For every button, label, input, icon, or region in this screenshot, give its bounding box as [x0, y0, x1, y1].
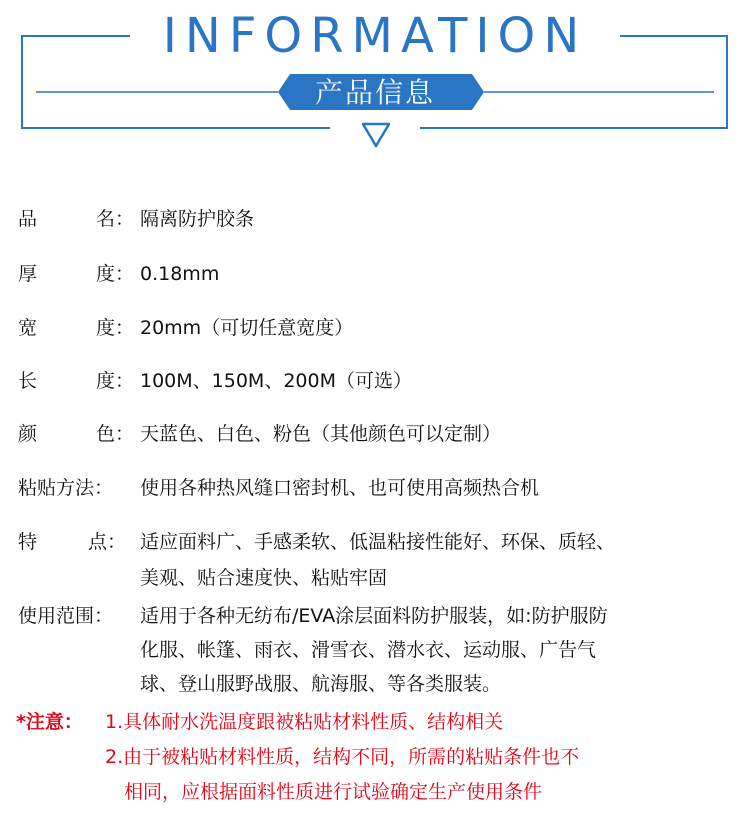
page-title: INFORMATION [162, 8, 588, 64]
spec-value: 20mm（可切任意宽度） [140, 317, 354, 339]
spec-label: 使用范围： [18, 605, 114, 627]
spec-label: 度： [96, 263, 135, 285]
notice-line: 2.由于被粘贴材料性质，结构不同，所需的粘贴条件也不 [105, 746, 580, 768]
page-subtitle: 产品信息 [314, 76, 435, 109]
spec-value: 100M、150M、200M（可选） [140, 370, 412, 392]
spec-value: 化服、帐篷、雨衣、滑雪衣、潜水衣、运动服、广告气 [140, 639, 597, 661]
spec-label: 宽 [18, 317, 38, 339]
spec-value: 天蓝色、白色、粉色（其他颜色可以定制） [140, 423, 502, 445]
spec-label: 厚 [18, 263, 38, 285]
spec-value: 隔离防护胶条 [140, 208, 255, 230]
spec-label: 粘贴方法： [18, 477, 114, 499]
spec-label: 品 [18, 208, 38, 230]
spec-label: 特 [18, 531, 38, 553]
spec-label: 度： [96, 370, 135, 392]
spec-value: 球、登山服野战服、航海服、等各类服装。 [140, 673, 502, 695]
notice-label: *注意： [16, 711, 83, 733]
spec-label: 颜 [18, 423, 38, 445]
spec-value: 0.18mm [140, 263, 220, 285]
spec-label: 名： [96, 208, 135, 230]
spec-value: 使用各种热风缝口密封机、也可使用高频热合机 [140, 477, 540, 499]
spec-label: 色： [96, 423, 135, 445]
spec-value: 美观、贴合速度快、粘贴牢固 [140, 567, 388, 589]
spec-label: 长 [18, 370, 38, 392]
spec-label: 点： [88, 531, 127, 553]
spec-value: 适应面料广、手感柔软、低温粘接性能好、环保、质轻、 [140, 531, 616, 553]
spec-value: 适用于各种无纺布/EVA涂层面料防护服装，如:防护服防 [140, 605, 608, 627]
info-header [0, 0, 750, 160]
notice-line: 1.具体耐水洗温度跟被粘贴材料性质、结构相关 [105, 711, 504, 733]
spec-label: 度： [96, 317, 135, 339]
triangle-down-icon [363, 124, 389, 146]
notice-line: 相同，应根据面料性质进行试验确定生产使用条件 [124, 781, 543, 803]
